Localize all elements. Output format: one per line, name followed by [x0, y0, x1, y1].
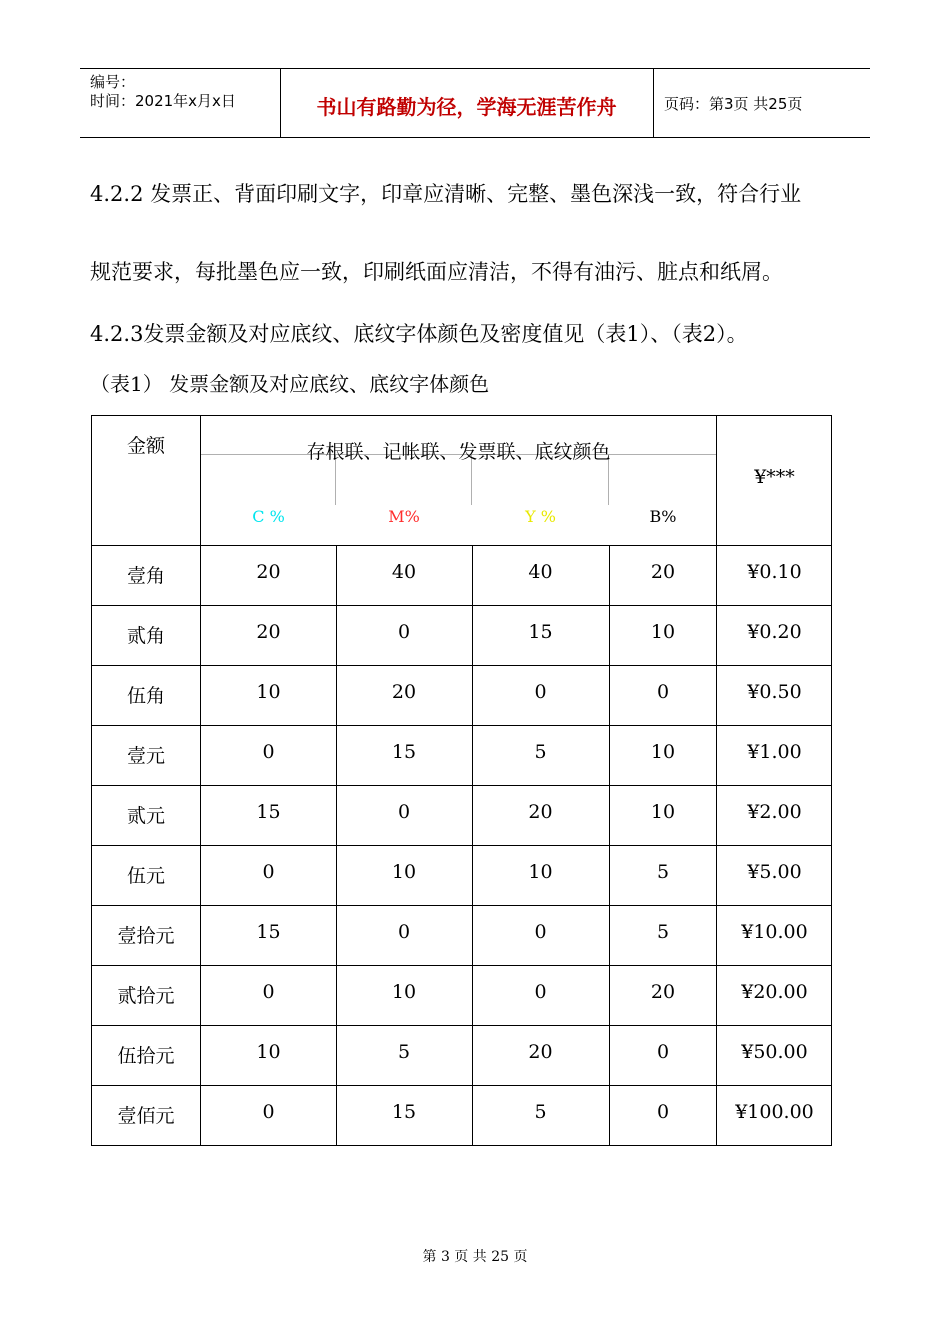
cell-amount: 壹拾元: [117, 925, 175, 947]
cell-yellow: 5: [534, 1101, 547, 1123]
cell-cyan: 15: [256, 801, 281, 823]
cell-cyan: 10: [256, 681, 281, 703]
header-amount: 金额: [126, 435, 165, 457]
header-yellow: Y %: [525, 507, 556, 526]
cell-black: 20: [650, 561, 676, 583]
cell-amount: 伍拾元: [117, 1045, 175, 1067]
cell-magenta: 20: [391, 681, 417, 703]
cell-value: ¥0.10: [747, 561, 802, 583]
cell-amount: 壹元: [126, 745, 165, 767]
table-row-line: [91, 1085, 832, 1086]
cell-amount: 伍元: [126, 865, 165, 887]
cell-amount: 贰元: [126, 805, 165, 827]
cell-amount: 伍角: [126, 685, 165, 707]
cell-black: 5: [656, 921, 670, 943]
cell-black: 20: [650, 981, 676, 1003]
cell-magenta: 10: [391, 861, 417, 883]
cell-value: ¥5.00: [747, 861, 802, 883]
cell-black: 10: [650, 621, 676, 643]
cell-black: 0: [656, 681, 670, 703]
cell-magenta: 0: [397, 921, 411, 943]
cell-value: ¥10.00: [741, 921, 808, 943]
cell-magenta: 15: [391, 741, 417, 763]
table-border-right: [831, 415, 832, 1146]
cell-magenta: 5: [397, 1041, 411, 1063]
cell-cyan: 15: [256, 921, 281, 943]
header-divider: [653, 69, 654, 137]
header-motto: 书山有路勤为径，学海无涯苦作舟: [316, 95, 617, 119]
cell-amount: 贰角: [126, 625, 165, 647]
cell-yellow: 0: [534, 681, 547, 703]
cell-black: 0: [656, 1101, 670, 1123]
table-border-top: [91, 415, 832, 416]
paragraph-4-2-3: 4.2.3发票金额及对应底纹、底纹字体颜色及密度值见（表1）、（表2）。: [90, 322, 748, 346]
cell-cyan: 20: [256, 621, 281, 643]
header-page-info: 页码：第3页 共25页: [664, 95, 803, 113]
cell-yellow: 40: [528, 561, 553, 583]
header-cyan: C %: [252, 507, 285, 526]
table-row-line: [91, 1025, 832, 1026]
page-header: [80, 68, 870, 138]
cell-value: ¥50.00: [741, 1041, 808, 1063]
cell-black: 0: [656, 1041, 670, 1063]
cell-cyan: 0: [262, 1101, 275, 1123]
cell-magenta: 40: [391, 561, 417, 583]
table-row-line: [91, 605, 832, 606]
table-row-line: [91, 1145, 832, 1146]
cell-value: ¥2.00: [747, 801, 802, 823]
cell-cyan: 0: [262, 981, 275, 1003]
cell-yellow: 0: [534, 921, 547, 943]
table-caption: （表1） 发票金额及对应底纹、底纹字体颜色: [90, 372, 490, 396]
cell-cyan: 20: [256, 561, 281, 583]
cell-yellow: 20: [528, 1041, 553, 1063]
table-row-line: [91, 845, 832, 846]
cell-amount: 壹角: [126, 565, 165, 587]
cell-yellow: 20: [528, 801, 553, 823]
header-color-group: 存根联、记帐联、发票联、底纹颜色: [306, 441, 611, 463]
cell-yellow: 0: [534, 981, 547, 1003]
table-border-left: [91, 415, 92, 1146]
cell-black: 5: [656, 861, 670, 883]
table-row-line: [91, 725, 832, 726]
cell-value: ¥100.00: [735, 1101, 814, 1123]
header-number: 编号：: [90, 73, 136, 91]
cell-value: ¥0.50: [747, 681, 802, 703]
page-footer: 第 3 页 共 25 页: [422, 1249, 528, 1265]
cell-cyan: 10: [256, 1041, 281, 1063]
cell-cyan: 0: [262, 861, 275, 883]
amount-color-table: [91, 415, 832, 1146]
cell-amount: 壹佰元: [117, 1105, 175, 1127]
cell-yellow: 15: [528, 621, 553, 643]
paragraph-4-2-2-line-2: 规范要求，每批墨色应一致，印刷纸面应清洁，不得有油污、脏点和纸屑。: [90, 260, 783, 284]
paragraph-4-2-2-line-1: 4.2.2 发票正、背面印刷文字，印章应清晰、完整、墨色深浅一致，符合行业: [90, 182, 802, 206]
cell-yellow: 10: [528, 861, 553, 883]
header-meta: [90, 73, 236, 111]
cell-magenta: 10: [391, 981, 417, 1003]
cell-magenta: 0: [397, 801, 411, 823]
table-row-line: [91, 665, 832, 666]
cell-value: ¥1.00: [747, 741, 802, 763]
cell-value: ¥0.20: [747, 621, 802, 643]
cell-cyan: 0: [262, 741, 275, 763]
header-black: B%: [649, 507, 677, 526]
cell-magenta: 15: [391, 1101, 417, 1123]
cell-yellow: 5: [534, 741, 547, 763]
cell-amount: 贰拾元: [117, 985, 175, 1007]
cell-black: 10: [650, 801, 676, 823]
table-row-line: [91, 785, 832, 786]
cell-magenta: 0: [397, 621, 411, 643]
header-time: 时间：2021年x月x日: [90, 92, 236, 110]
table-header-bottom: [91, 545, 832, 546]
table-row-line: [91, 905, 832, 906]
cell-black: 10: [650, 741, 676, 763]
header-value: ¥***: [754, 466, 795, 488]
cell-value: ¥20.00: [741, 981, 808, 1003]
table-row-line: [91, 965, 832, 966]
header-magenta: M%: [388, 507, 420, 526]
